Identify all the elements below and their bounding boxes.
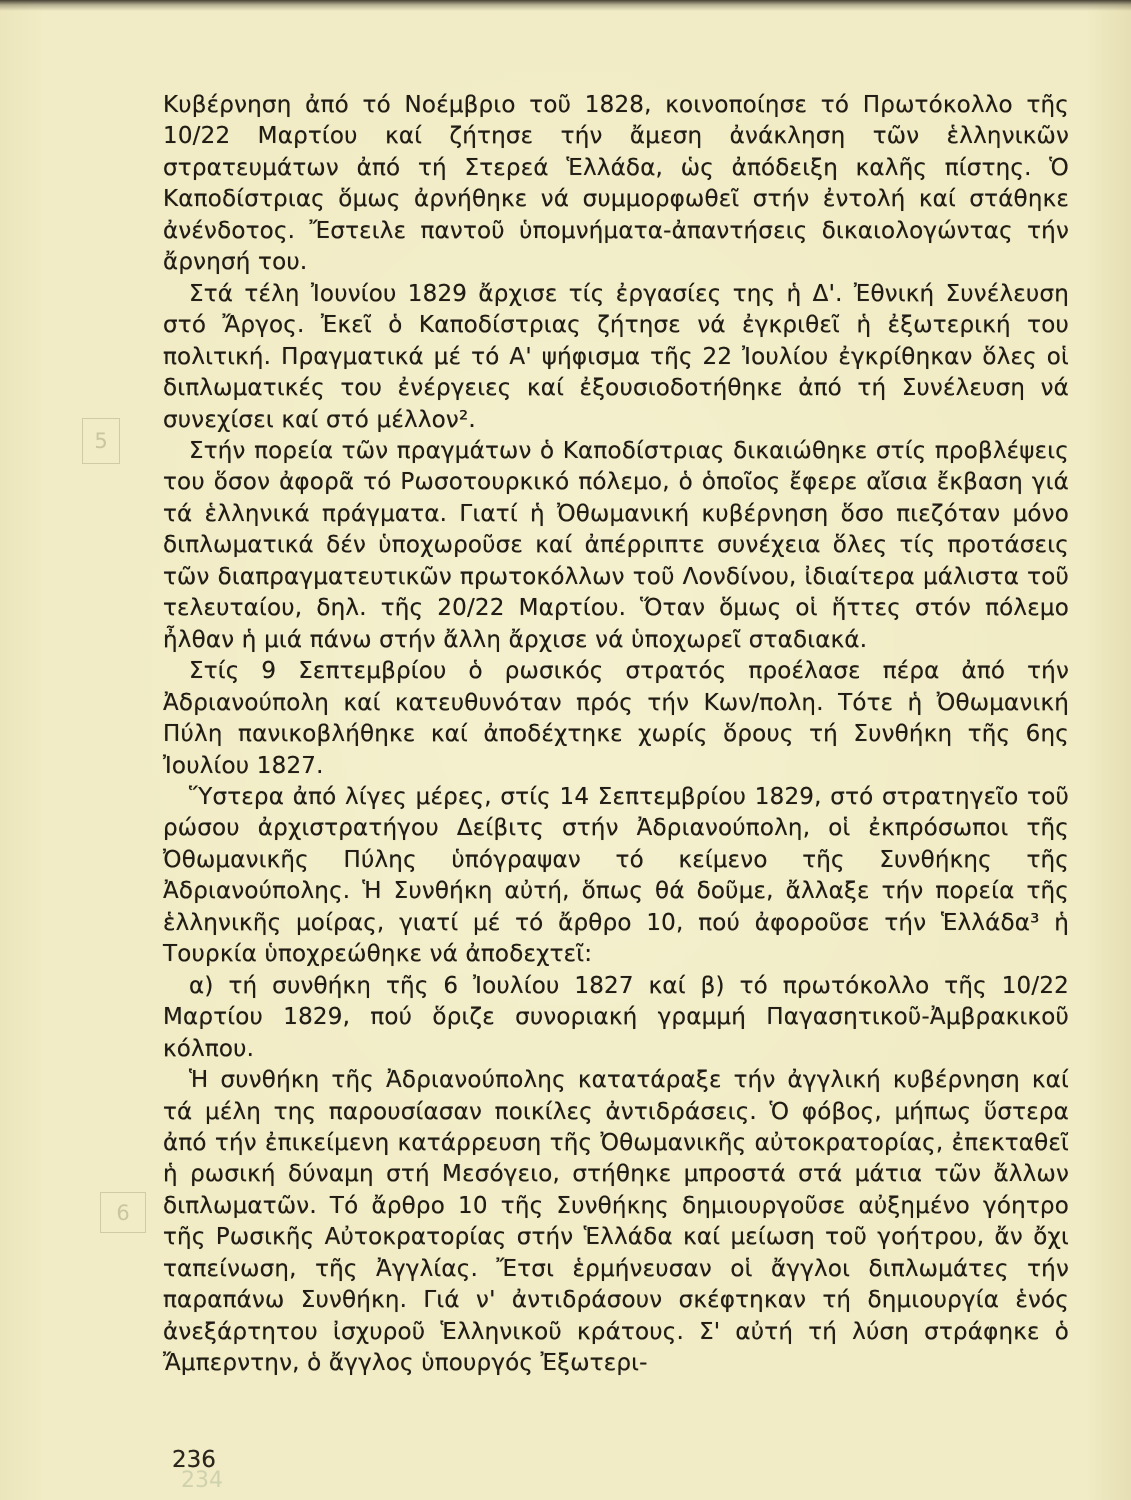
- paragraph-4: Στίς 9 Σεπτεμβρίου ὁ ρωσικός στρατός προέλασε πέρα ἀπό τήν Ἀδριανούπολη καί κατευθυνόταν πρός τήν Κων/πολη. Τότε ἡ Ὀθωμανική Πύλη πανικοβλήθηκε καί ἀποδέχτηκε χωρίς ὅρους τή Συνθήκη τῆς 6ης Ἰουλίου 1827.: [163, 658, 1069, 779]
- scan-shadow-top: [0, 0, 1131, 11]
- paragraph-7: Ἡ συνθήκη τῆς Ἀδριανούπολης κατατάραξε τήν ἀγγλική κυβέρνηση καί τά μέλη της παρουσίασαν ποικίλες ἀντιδράσεις. Ὁ φόβος, μήπως ὕστερα ἀπό τήν ἐπικείμενη κατάρρευση τῆς Ὀθωμανικῆς αὐτοκρατορίας, ἐπεκταθεῖ ἡ ρωσική δύναμη στή Μεσόγειο, στήθηκε μπροστά στά μάτια τῶν ἄλλων διπλωματῶν. Τό ἄρθρο 10 τῆς Συνθήκης δημιουργοῦσε αὐξημένο γόητρο τῆς Ρωσικῆς Αὐτοκρατορίας στήν Ἑλλάδα καί μείωση τοῦ γοήτρου, ἄν ὄχι ταπείνωση, τῆς Ἀγγλίας. Ἔτσι ἑρμήνευσαν οἱ ἄγγλοι διπλωμάτες τήν παραπάνω Συνθήκη. Γιά ν' ἀντιδράσουν σκέφτηκαν τή δημιουργία ἑνός ἀνεξάρτητου ἰσχυροῦ Ἑλληνικοῦ κράτους. Σ' αὐτή τή λύση στράφηκε ὁ Ἄμπερντην, ὁ ἄγγλος ὑπουργός Ἐξωτερι-: [163, 1067, 1069, 1377]
- paragraph-2: Στά τέλη Ἰουνίου 1829 ἄρχισε τίς ἐργασίες της ἡ Δ'. Ἐθνική Συνέλευση στό Ἄργος. Ἐκεῖ ὁ Καποδίστριας ζήτησε νά ἐγκριθεῖ ἡ ἐξωτερική του πολιτική. Πραγματικά μέ τό Α' ψήφισμα τῆς 22 Ἰουλίου ἐγκρίθηκαν ὅλες οἱ διπλωματικές του ἐνέργειες καί ἐξουσιοδοτήθηκε ἀπό τή Συνέλευση νά συνεχίσει καί στό μέλλον².: [163, 280, 1069, 433]
- paragraph-3: Στήν πορεία τῶν πραγμάτων ὁ Καποδίστριας δικαιώθηκε στίς προβλέψεις του ὅσον ἀφορᾶ τό Ρωσοτουρκικό πόλεμο, ὁ ὁποῖος ἔφερε αἴσια ἔκβαση γιά τά ἑλληνικά πράγματα. Γιατί ἡ Ὀθωμανική κυβέρνηση ὅσο πιεζόταν μόνο διπλωματικά δέν ὑποχωροῦσε καί ἀπέρριπτε συνέχεια ὅλες τίς προτάσεις τῶν διαπραγματευτικῶν πρωτοκόλλων τοῦ Λονδίνου, ἰδιαίτερα μάλιστα τοῦ τελευταίου, δηλ. τῆς 20/22 Μαρτίου. Ὅταν ὅμως οἱ ἥττες στόν πόλεμο ἦλθαν ἡ μιά πάνω στήν ἄλλη ἄρχισε νά ὑποχωρεῖ σταδιακά.: [163, 437, 1069, 653]
- margin-marker-bleed-6: 6: [100, 1192, 146, 1233]
- page-number: 236: [172, 1447, 216, 1473]
- paragraph-6: α) τή συνθήκη τῆς 6 Ἰουλίου 1827 καί β) τό πρωτόκολλο τῆς 10/22 Μαρτίου 1829, πού ὅριζε συνοριακή γραμμή Παγασητικοῦ-Ἀμβρακικοῦ κόλπου.: [163, 972, 1069, 1062]
- body-text: [163, 90, 1069, 1380]
- paragraph-1: Κυβέρνηση ἀπό τό Νοέμβριο τοῦ 1828, κοινοποίησε τό Πρωτόκολλο τῆς 10/22 Μαρτίου καί ζήτησε τήν ἄμεση ἀνάκληση τῶν ἑλληνικῶν στρατευμάτων ἀπό τή Στερεά Ἑλλάδα, ὡς ἀπόδειξη καλῆς πίστης. Ὁ Καποδίστριας ὅμως ἀρνήθηκε νά συμμορφωθεῖ στήν ἐντολή καί στάθηκε ἀνένδοτος. Ἔστειλε παντοῦ ὑπομνήματα-ἀπαντήσεις δικαιολογώντας τήν ἄρνησή του.: [163, 92, 1069, 276]
- page-number-bleed-ghost: 234: [181, 1468, 223, 1493]
- paragraph-5: Ὕστερα ἀπό λίγες μέρες, στίς 14 Σεπτεμβρίου 1829, στό στρατηγεῖο τοῦ ρώσου ἀρχιστρατήγου Δείβιτς στήν Ἀδριανούπολη, οἱ ἐκπρόσωποι τῆς Ὀθωμανικῆς Πύλης ὑπόγραψαν τό κείμενο τῆς Συνθήκης τῆς Ἀδριανούπολης. Ἡ Συνθήκη αὐτή, ὅπως θά δοῦμε, ἄλλαξε τήν πορεία τῆς ἑλληνικῆς μοίρας, γιατί μέ τό ἄρθρο 10, πού ἀφοροῦσε τήν Ἑλλάδα³ ἡ Τουρκία ὑποχρεώθηκε νά ἀποδεχτεῖ:: [163, 783, 1069, 968]
- margin-marker-bleed-5: 5: [82, 418, 120, 464]
